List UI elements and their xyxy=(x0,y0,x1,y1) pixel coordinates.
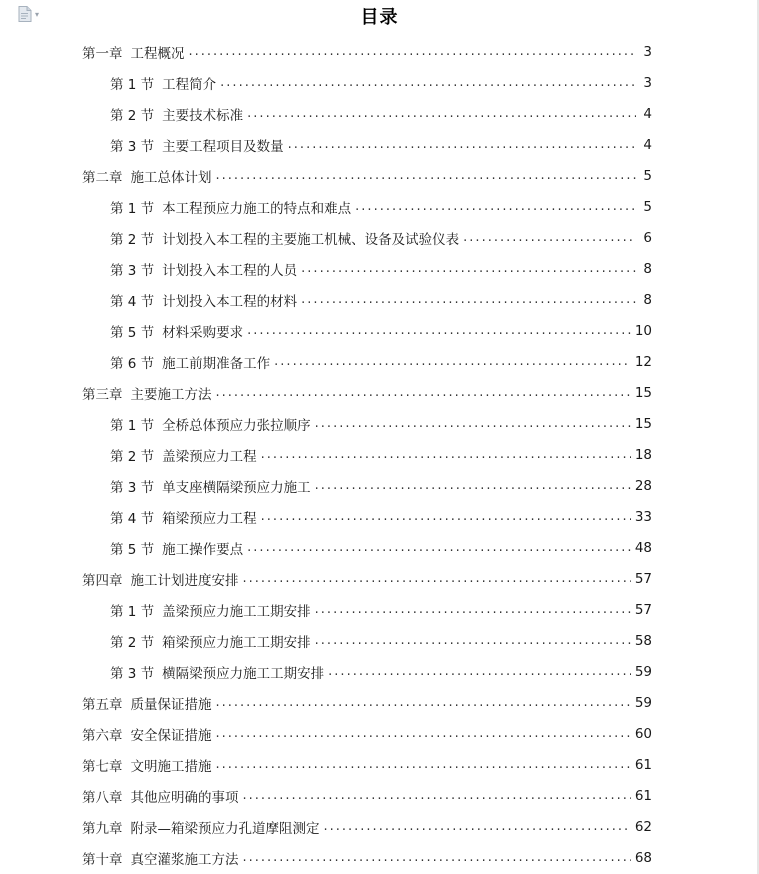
toc-entry-page: 5 xyxy=(643,198,652,215)
toc-entry-number: 第三章 xyxy=(82,386,123,403)
dot-leader xyxy=(189,45,637,58)
toc-entry[interactable] xyxy=(82,222,652,253)
toc-entry-label: 附录—箱梁预应力孔道摩阻测定 xyxy=(130,820,320,837)
toc-entry[interactable] xyxy=(82,656,652,687)
toc-entry-page: 57 xyxy=(634,601,652,618)
toc-entry-label: 材料采购要求 xyxy=(162,324,244,341)
toc-entry[interactable] xyxy=(82,346,652,377)
dot-leader xyxy=(216,696,631,709)
toc-entry-number: 第十章 xyxy=(82,851,123,868)
dot-leader xyxy=(315,603,631,616)
toc-entry[interactable] xyxy=(82,377,652,408)
toc-entry[interactable] xyxy=(82,284,652,315)
toc-entry-page: 5 xyxy=(643,167,652,184)
dot-leader xyxy=(220,76,636,89)
toc-entry-number: 第 4 节 xyxy=(110,510,155,527)
toc-entry-label: 全桥总体预应力张拉顺序 xyxy=(162,417,311,434)
toc-entry-page: 61 xyxy=(634,787,652,804)
dot-leader xyxy=(247,541,631,554)
dot-leader xyxy=(315,634,631,647)
toc-entry-page: 3 xyxy=(643,74,652,91)
toc-entry-page: 62 xyxy=(634,818,652,835)
dot-leader xyxy=(328,665,631,678)
dot-leader xyxy=(261,510,631,523)
toc-entry-number: 第八章 xyxy=(82,789,123,806)
dot-leader xyxy=(288,138,636,151)
toc-entry-page: 58 xyxy=(634,632,652,649)
toc-entry-page: 59 xyxy=(634,694,652,711)
toc-entry-label: 箱梁预应力工程 xyxy=(162,510,257,527)
dot-leader xyxy=(274,355,631,368)
toc-entry[interactable] xyxy=(82,315,652,346)
toc-entry-page: 48 xyxy=(634,539,652,556)
toc-entry-page: 18 xyxy=(634,446,652,463)
toc-entry-page: 12 xyxy=(634,353,652,370)
toc-entry-label: 质量保证措施 xyxy=(130,696,212,713)
toc-entry-label: 安全保证措施 xyxy=(130,727,212,744)
dot-leader xyxy=(315,417,631,430)
toc-entry-number: 第 1 节 xyxy=(110,417,155,434)
dot-leader xyxy=(301,262,636,275)
toc-entry-number: 第 2 节 xyxy=(110,448,155,465)
toc-entry[interactable] xyxy=(82,780,652,811)
toc-entry-number: 第四章 xyxy=(82,572,123,589)
toc-entry-label: 箱梁预应力施工工期安排 xyxy=(162,634,311,651)
toc-entry[interactable] xyxy=(82,439,652,470)
toc-entry-page: 10 xyxy=(634,322,652,339)
toc-entry-number: 第 2 节 xyxy=(110,231,155,248)
dot-leader xyxy=(243,789,631,802)
toc-entry-page: 28 xyxy=(634,477,652,494)
toc-entry-page: 8 xyxy=(643,291,652,308)
dot-leader xyxy=(216,169,637,182)
toc-entry-label: 横隔梁预应力施工工期安排 xyxy=(162,665,325,682)
toc-entry-number: 第 4 节 xyxy=(110,293,155,310)
toc-entry-label: 本工程预应力施工的特点和难点 xyxy=(162,200,352,217)
chevron-down-icon[interactable]: ▾ xyxy=(35,9,40,19)
toc-entry-page: 6 xyxy=(643,229,652,246)
toc-entry-number: 第 6 节 xyxy=(110,355,155,372)
toc-entry[interactable] xyxy=(82,563,652,594)
toc-entry-label: 计划投入本工程的人员 xyxy=(162,262,298,279)
toc-entry[interactable] xyxy=(82,594,652,625)
page-title: 目录 xyxy=(360,7,399,28)
toc-entry-number: 第二章 xyxy=(82,169,123,186)
toc-entry-label: 施工总体计划 xyxy=(130,169,212,186)
toc-entry-number: 第 5 节 xyxy=(110,324,155,341)
toc-entry[interactable] xyxy=(82,811,652,842)
toc-entry-number: 第 3 节 xyxy=(110,262,155,279)
toc-entry[interactable] xyxy=(82,129,652,160)
toc-entry-number: 第六章 xyxy=(82,727,123,744)
toc-entry[interactable] xyxy=(82,67,652,98)
toc-entry-label: 单支座横隔梁预应力施工 xyxy=(162,479,311,496)
toc-entry-page: 57 xyxy=(634,570,652,587)
toc-entry-label: 施工操作要点 xyxy=(162,541,244,558)
toc-entry-label: 施工计划进度安排 xyxy=(130,572,239,589)
toc-entry-page: 4 xyxy=(643,105,652,122)
toc-entry-number: 第九章 xyxy=(82,820,123,837)
toc-entry[interactable] xyxy=(82,749,652,780)
toc-entry[interactable] xyxy=(82,625,652,656)
dot-leader xyxy=(247,107,636,120)
dot-leader xyxy=(463,231,636,244)
toc-entry-number: 第七章 xyxy=(82,758,123,775)
dot-leader xyxy=(261,448,631,461)
toc-entry[interactable] xyxy=(82,191,652,222)
toc-entry-label: 主要施工方法 xyxy=(130,386,212,403)
toc-entry-label: 文明施工措施 xyxy=(130,758,212,775)
toc-entry-label: 工程简介 xyxy=(162,76,217,93)
toc-entry-number: 第 5 节 xyxy=(110,541,155,558)
toc-entry-label: 主要工程项目及数量 xyxy=(162,138,284,155)
toc-entry-label: 主要技术标准 xyxy=(162,107,244,124)
toc-entry-number: 第 2 节 xyxy=(110,107,155,124)
toc-entry[interactable] xyxy=(82,501,652,532)
toc-entry-page: 68 xyxy=(634,849,652,866)
toc-entry-label: 其他应明确的事项 xyxy=(130,789,239,806)
dot-leader xyxy=(243,572,631,585)
toc-entry-number: 第 3 节 xyxy=(110,665,155,682)
dot-leader xyxy=(243,851,631,864)
toc-entry-page: 15 xyxy=(634,384,652,401)
toc-entry-number: 第 1 节 xyxy=(110,76,155,93)
toc-entry[interactable] xyxy=(82,718,652,749)
toc-entry-label: 盖梁预应力工程 xyxy=(162,448,257,465)
toc-entry-label: 计划投入本工程的主要施工机械、设备及试验仪表 xyxy=(162,231,460,248)
toc-entry-number: 第一章 xyxy=(82,45,123,62)
toc-entry-number: 第 1 节 xyxy=(110,200,155,217)
dot-leader xyxy=(315,479,631,492)
dot-leader xyxy=(324,820,631,833)
toc-entry[interactable] xyxy=(82,253,652,284)
toc-entry-number: 第 1 节 xyxy=(110,603,155,620)
toc-entry[interactable] xyxy=(82,842,652,873)
toc-entry-page: 33 xyxy=(634,508,652,525)
toc-entry-label: 施工前期准备工作 xyxy=(162,355,271,372)
dot-leader xyxy=(216,386,631,399)
dot-leader xyxy=(216,727,631,740)
toc-entry[interactable] xyxy=(82,532,652,563)
toc-entry[interactable] xyxy=(82,36,652,67)
toc-entry[interactable] xyxy=(82,470,652,501)
toc-entry-page: 4 xyxy=(643,136,652,153)
toc-entry-label: 计划投入本工程的材料 xyxy=(162,293,298,310)
dot-leader xyxy=(216,758,631,771)
toc-entry[interactable] xyxy=(82,408,652,439)
dot-leader xyxy=(247,324,631,337)
toc-entry-label: 工程概况 xyxy=(130,45,185,62)
dot-leader xyxy=(355,200,636,213)
toc-entry[interactable] xyxy=(82,160,652,191)
dot-leader xyxy=(301,293,636,306)
toc-entry-page: 59 xyxy=(634,663,652,680)
toc-entry-number: 第 3 节 xyxy=(110,479,155,496)
toc-entry-page: 60 xyxy=(634,725,652,742)
toc-entry-label: 盖梁预应力施工工期安排 xyxy=(162,603,311,620)
toc-entry[interactable] xyxy=(82,687,652,718)
toc-entry-page: 3 xyxy=(643,43,652,60)
toc-entry-number: 第 2 节 xyxy=(110,634,155,651)
toc-entry-page: 15 xyxy=(634,415,652,432)
toc-entry-page: 61 xyxy=(634,756,652,773)
toc-entry-page: 8 xyxy=(643,260,652,277)
toc-entry-number: 第五章 xyxy=(82,696,123,713)
toc-entry[interactable] xyxy=(82,98,652,129)
toc-entry-label: 真空灌浆施工方法 xyxy=(130,851,239,868)
toc-entry-number: 第 3 节 xyxy=(110,138,155,155)
table-of-contents xyxy=(82,36,652,873)
